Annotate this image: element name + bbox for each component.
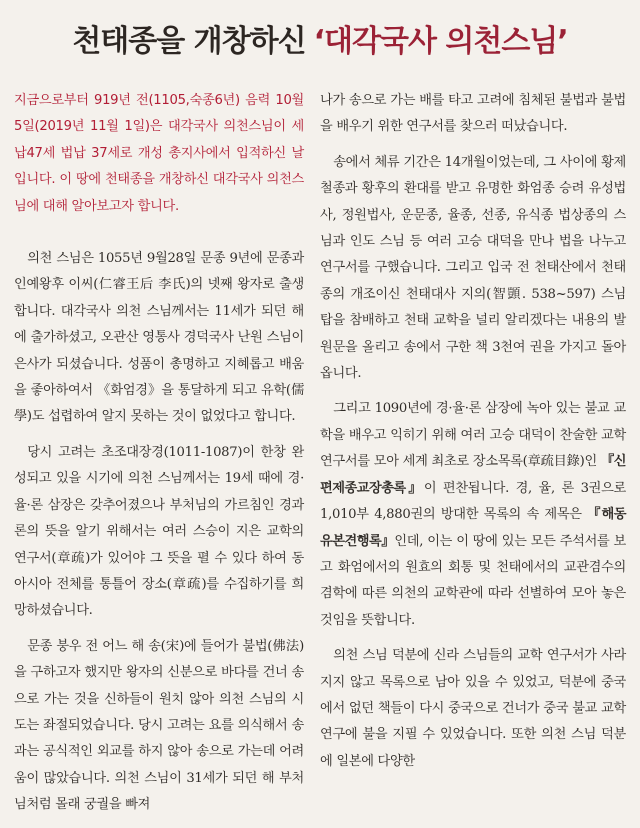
left-column [14, 88, 304, 828]
body-paragraph-3: 문종 붕우 전 어느 해 송(宋)에 들어가 불법(佛法)을 구하고자 했지만 왕자의 신분으로 바다를 건너 송으로 가는 것을 신하들이 원치 않아 의천 스님의 시도는 좌절되었습니다. 당시 고려는 요를 의식해서 송과는 공식적인 외교를 하지 않아 송으로 가는데 어려움이 많았습니다. 의천 스님이 31세가 되던 해 부처님처럼 몰래 궁궐을 빠져 [14, 638, 304, 813]
title-name: ‘대각국사 의천스님’ [313, 24, 568, 59]
paragraph-text: 그리고 1090년에 경·율·론 삼장에 녹아 있는 불교 교학을 배우고 익히기 위해 여러 고승 대덕이 찬술한 교학 연구서를 모아 세계 최초로 장소목록(章疏目錄)인 [320, 401, 626, 470]
paragraph-text: 인데, 이는 이 땅에 있는 모든 주석서를 보고 화엄에서의 원효의 회통 및 천태에서의 교관겸수의 겸학에 따른 의천의 교학관에 따라 선별하여 모아 놓은 것임을 뜻합니다. [320, 533, 626, 628]
book-subtitle-reference: 『해동유본견행록』 [320, 507, 626, 549]
continued-paragraph: 나가 송으로 가는 배를 타고 고려에 침체된 불법과 불법을 배우기 위한 연구서를 찾으러 떠났습니다. [320, 93, 626, 135]
right-column [320, 88, 626, 784]
book-title-reference: 『신편제종교장총록』 [320, 454, 626, 496]
body-paragraph-2: 당시 고려는 초조대장경(1011-1087)이 한창 완성되고 있을 시기에 의천 스님께서는 19세 때에 경·율·론 삼장은 갖추어졌으나 부처님의 가르침인 경과 론의 뜻을 알기 위해서는 여러 스승이 지은 교학의 연구서(章疏)가 있어야 그 뜻을 펼 수 있다 하여 동아시아 전체를 통틀어 장소(章疏)를 수집하기를 희망하셨습니다. [14, 444, 304, 619]
page-title [0, 22, 640, 62]
body-paragraph-4: 송에서 체류 기간은 14개월이었는데, 그 사이에 황제 철종과 황후의 환대를 받고 유명한 화엄종 승려 유성법사, 정원법사, 운문종, 율종, 선종, 유식종 법상종의 스님과 인도 스님 등 여러 고승 대덕을 만나 법을 나누고 연구서를 구했습니다. 그리고 입국 전 천태산에서 천태종의 개조이신 천태대사 지의(智顗. 538~597) 스님 탑을 참배하고 천태 교학을 널리 알리겠다는 내용의 발원문을 올리고 송에서 구한 책 3천여 권을 가지고 돌아옵니다. [320, 154, 626, 382]
body-paragraph-6: 의천 스님 덕분에 신라 스님들의 교학 연구서가 사라지지 않고 목록으로 남아 있을 수 있었고, 덕분에 중국에서 없던 책들이 다시 중국으로 건너가 중국 불교 교학 연구에 불을 지필 수 있었습니다. 또한 의천 스님 덕분에 일본에 다양한 [320, 648, 626, 769]
body-paragraph-1: 의천 스님은 1055년 9월28일 문종 9년에 문종과 인예왕후 이씨(仁睿王后 李氏)의 넷째 왕자로 출생합니다. 대각국사 의천 스님께서는 11세가 되던 해에 출가하셨고, 오관산 영통사 경덕국사 난원 스님이 은사가 되셨습니다. 성품이 총명하고 지혜롭고 배움을 좋아하여서 《화엄경》을 통달하게 되고 유학(儒學)도 섭렵하여 알지 못하는 것이 없었다고 합니다. [14, 251, 304, 425]
body-paragraph-5 [320, 396, 626, 634]
lead-paragraph: 지금으로부터 919년 전(1105,숙종6년) 음력 10월 5일(2019년 11월 1일)은 대각국사 의천스님이 세납47세 법납 37세로 개성 총지사에서 입적하신 날입니다. 이 땅에 천태종을 개창하신 대각국사 의천스님에 대해 알아보고자 합니다. [14, 93, 304, 214]
paragraph-text: 이 편찬됩니다. 경, 율, 론 3권으로 1,010부 4,880권의 방대한 목록의 속 제목은 [320, 480, 626, 523]
title-prefix: 천태종을 개창하신 [72, 24, 306, 59]
